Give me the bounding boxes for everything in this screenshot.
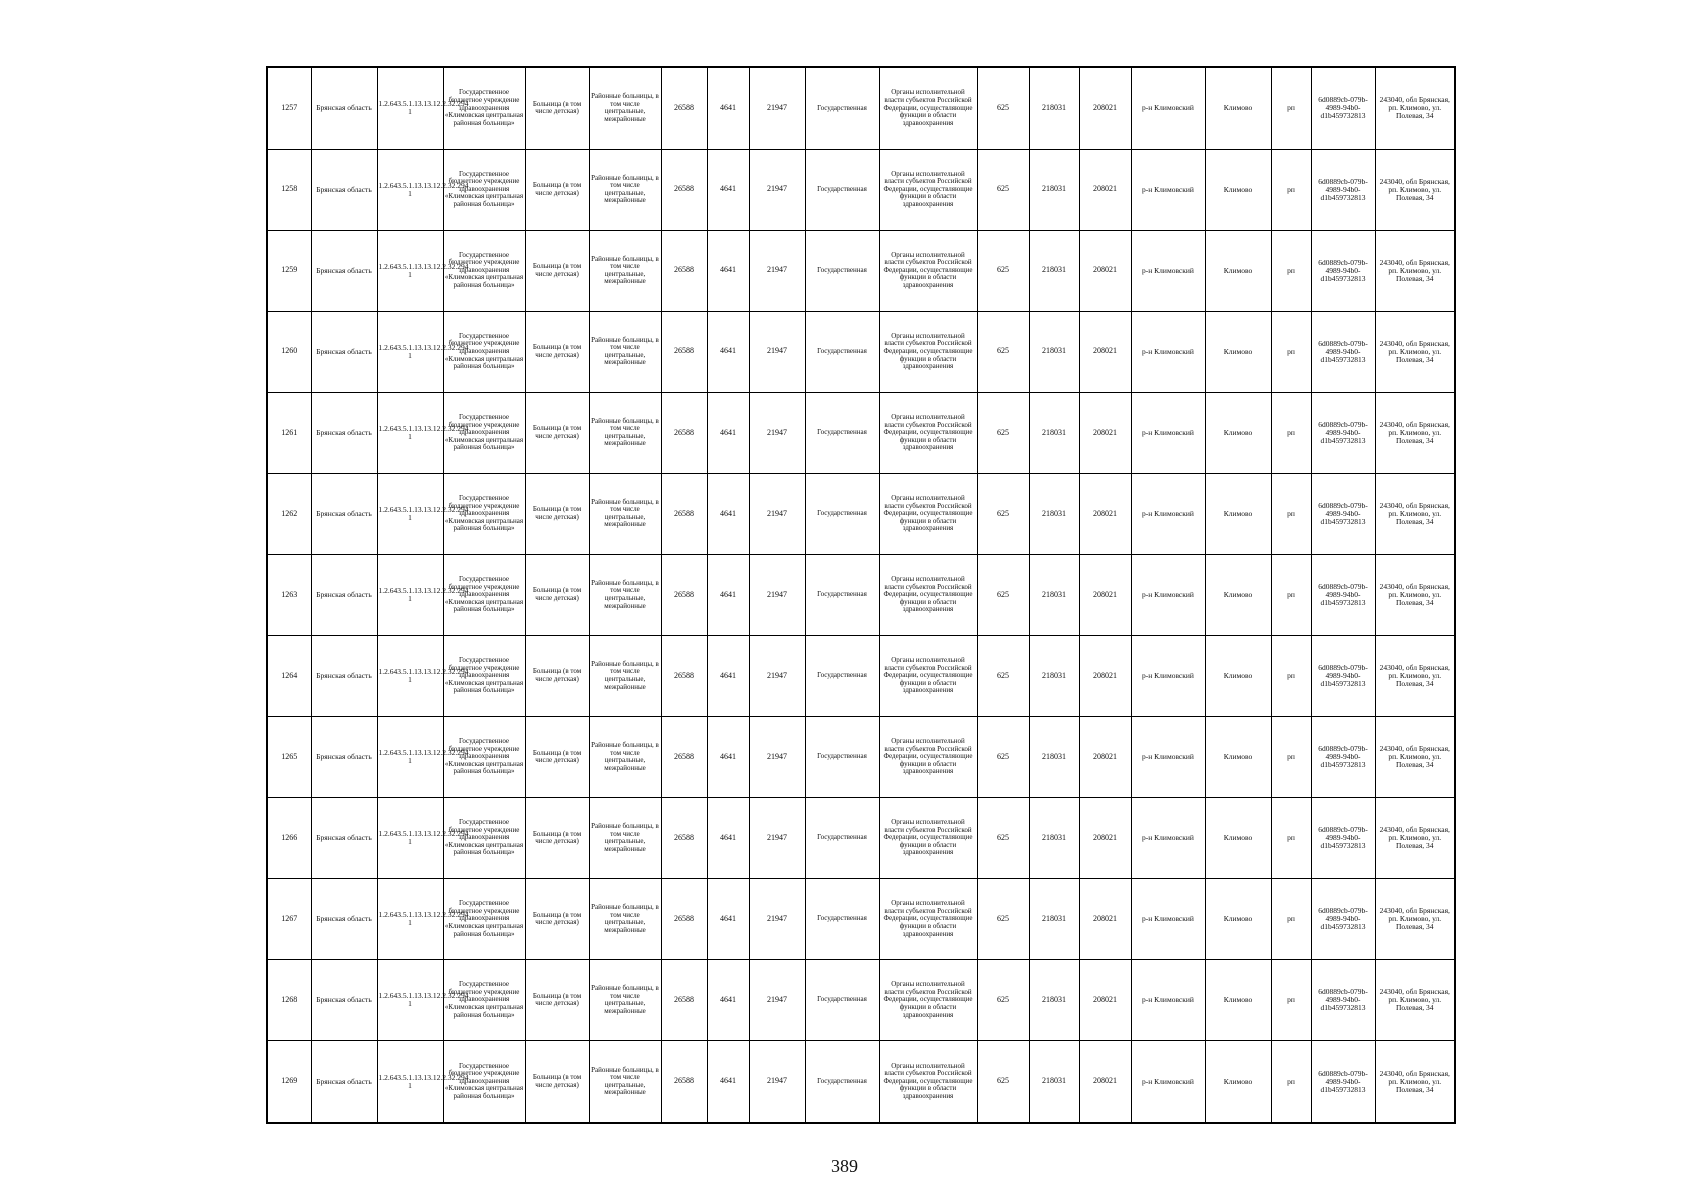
value-cell: 26588 <box>661 473 707 554</box>
profile-cell: Районные больницы, в том числе центральные, межрайонные <box>589 635 661 716</box>
value-cell: 208021 <box>1079 473 1131 554</box>
guid-cell: 6d0889cb-079b-4989-94b0-d1b459732813 <box>1311 311 1375 392</box>
value-cell: 625 <box>977 67 1029 149</box>
authority-cell: Органы исполнительной власти субъектов Российской Федерации, осуществляющие функции в области здравоохранения <box>879 67 977 149</box>
value-cell: 21947 <box>749 798 805 879</box>
settlement-cell: Климово <box>1205 554 1271 635</box>
ownership-cell: Государственная <box>805 67 879 149</box>
profile-cell: Районные больницы, в том числе центральные, межрайонные <box>589 311 661 392</box>
district-cell: р-н Климовский <box>1131 473 1205 554</box>
district-cell: р-н Климовский <box>1131 879 1205 960</box>
table-row <box>267 635 1455 716</box>
value-cell: 21947 <box>749 311 805 392</box>
table-row <box>267 879 1455 960</box>
row-number-cell: 1257 <box>267 67 311 149</box>
value-cell: 208021 <box>1079 230 1131 311</box>
authority-cell: Органы исполнительной власти субъектов Российской Федерации, осуществляющие функции в области здравоохранения <box>879 717 977 798</box>
address-cell: 243040, обл Брянская, рп. Климово, ул. Полевая, 34 <box>1375 798 1455 879</box>
address-cell: 243040, обл Брянская, рп. Климово, ул. Полевая, 34 <box>1375 149 1455 230</box>
value-cell: 26588 <box>661 879 707 960</box>
settlement-type-cell: рп <box>1271 960 1311 1041</box>
value-cell: 26588 <box>661 1041 707 1123</box>
region-cell: Брянская область <box>311 311 377 392</box>
table-row <box>267 230 1455 311</box>
value-cell: 625 <box>977 392 1029 473</box>
value-cell: 208021 <box>1079 392 1131 473</box>
settlement-type-cell: рп <box>1271 149 1311 230</box>
district-cell: р-н Климовский <box>1131 554 1205 635</box>
profile-cell: Районные больницы, в том числе центральные, межрайонные <box>589 879 661 960</box>
institution-name-cell: Государственное бюджетное учреждение здравоохранения «Климовская центральная районная больница» <box>443 960 525 1041</box>
settlement-type-cell: рп <box>1271 67 1311 149</box>
value-cell: 4641 <box>707 392 749 473</box>
settlement-type-cell: рп <box>1271 798 1311 879</box>
table-body <box>267 67 1455 1123</box>
row-number-cell: 1259 <box>267 230 311 311</box>
row-number-cell: 1268 <box>267 960 311 1041</box>
authority-cell: Органы исполнительной власти субъектов Российской Федерации, осуществляющие функции в области здравоохранения <box>879 798 977 879</box>
oid-code-cell: 1.2.643.5.1.13.13.12.2.32.294 1 <box>377 67 443 149</box>
value-cell: 4641 <box>707 1041 749 1123</box>
institution-type-cell: Больница (в том числе детская) <box>525 230 589 311</box>
institution-type-cell: Больница (в том числе детская) <box>525 67 589 149</box>
institution-type-cell: Больница (в том числе детская) <box>525 879 589 960</box>
table-row <box>267 149 1455 230</box>
row-number-cell: 1261 <box>267 392 311 473</box>
settlement-cell: Климово <box>1205 392 1271 473</box>
ownership-cell: Государственная <box>805 798 879 879</box>
value-cell: 4641 <box>707 230 749 311</box>
value-cell: 218031 <box>1029 149 1079 230</box>
authority-cell: Органы исполнительной власти субъектов Российской Федерации, осуществляющие функции в области здравоохранения <box>879 879 977 960</box>
value-cell: 218031 <box>1029 554 1079 635</box>
institution-type-cell: Больница (в том числе детская) <box>525 149 589 230</box>
row-number-cell: 1258 <box>267 149 311 230</box>
table-row <box>267 960 1455 1041</box>
value-cell: 4641 <box>707 717 749 798</box>
table-row <box>267 67 1455 149</box>
region-cell: Брянская область <box>311 798 377 879</box>
value-cell: 21947 <box>749 149 805 230</box>
institution-type-cell: Больница (в том числе детская) <box>525 1041 589 1123</box>
value-cell: 208021 <box>1079 311 1131 392</box>
value-cell: 625 <box>977 311 1029 392</box>
profile-cell: Районные больницы, в том числе центральные, межрайонные <box>589 230 661 311</box>
value-cell: 26588 <box>661 635 707 716</box>
address-cell: 243040, обл Брянская, рп. Климово, ул. Полевая, 34 <box>1375 635 1455 716</box>
value-cell: 4641 <box>707 67 749 149</box>
ownership-cell: Государственная <box>805 473 879 554</box>
region-cell: Брянская область <box>311 473 377 554</box>
guid-cell: 6d0889cb-079b-4989-94b0-d1b459732813 <box>1311 798 1375 879</box>
guid-cell: 6d0889cb-079b-4989-94b0-d1b459732813 <box>1311 960 1375 1041</box>
row-number-cell: 1262 <box>267 473 311 554</box>
authority-cell: Органы исполнительной власти субъектов Российской Федерации, осуществляющие функции в области здравоохранения <box>879 635 977 716</box>
address-cell: 243040, обл Брянская, рп. Климово, ул. Полевая, 34 <box>1375 879 1455 960</box>
region-cell: Брянская область <box>311 392 377 473</box>
institution-type-cell: Больница (в том числе детская) <box>525 473 589 554</box>
oid-code-cell: 1.2.643.5.1.13.13.12.2.32.294 1 <box>377 311 443 392</box>
value-cell: 625 <box>977 554 1029 635</box>
institution-name-cell: Государственное бюджетное учреждение здравоохранения «Климовская центральная районная больница» <box>443 392 525 473</box>
ownership-cell: Государственная <box>805 635 879 716</box>
address-cell: 243040, обл Брянская, рп. Климово, ул. Полевая, 34 <box>1375 717 1455 798</box>
value-cell: 218031 <box>1029 635 1079 716</box>
institution-name-cell: Государственное бюджетное учреждение здравоохранения «Климовская центральная районная больница» <box>443 1041 525 1123</box>
value-cell: 625 <box>977 473 1029 554</box>
value-cell: 625 <box>977 635 1029 716</box>
value-cell: 218031 <box>1029 1041 1079 1123</box>
oid-code-cell: 1.2.643.5.1.13.13.12.2.32.294 1 <box>377 798 443 879</box>
value-cell: 625 <box>977 230 1029 311</box>
region-cell: Брянская область <box>311 149 377 230</box>
table-row <box>267 798 1455 879</box>
institution-type-cell: Больница (в том числе детская) <box>525 960 589 1041</box>
region-cell: Брянская область <box>311 879 377 960</box>
settlement-cell: Климово <box>1205 717 1271 798</box>
value-cell: 218031 <box>1029 230 1079 311</box>
value-cell: 4641 <box>707 635 749 716</box>
table-row <box>267 392 1455 473</box>
profile-cell: Районные больницы, в том числе центральные, межрайонные <box>589 1041 661 1123</box>
address-cell: 243040, обл Брянская, рп. Климово, ул. Полевая, 34 <box>1375 230 1455 311</box>
ownership-cell: Государственная <box>805 311 879 392</box>
oid-code-cell: 1.2.643.5.1.13.13.12.2.32.294 1 <box>377 960 443 1041</box>
value-cell: 208021 <box>1079 149 1131 230</box>
region-cell: Брянская область <box>311 554 377 635</box>
value-cell: 21947 <box>749 67 805 149</box>
value-cell: 218031 <box>1029 392 1079 473</box>
settlement-type-cell: рп <box>1271 635 1311 716</box>
institution-name-cell: Государственное бюджетное учреждение здравоохранения «Климовская центральная районная больница» <box>443 798 525 879</box>
value-cell: 21947 <box>749 960 805 1041</box>
value-cell: 26588 <box>661 960 707 1041</box>
page-number: 389 <box>831 1156 858 1176</box>
settlement-type-cell: рп <box>1271 311 1311 392</box>
value-cell: 208021 <box>1079 717 1131 798</box>
address-cell: 243040, обл Брянская, рп. Климово, ул. Полевая, 34 <box>1375 473 1455 554</box>
district-cell: р-н Климовский <box>1131 1041 1205 1123</box>
district-cell: р-н Климовский <box>1131 392 1205 473</box>
ownership-cell: Государственная <box>805 960 879 1041</box>
profile-cell: Районные больницы, в том числе центральные, межрайонные <box>589 554 661 635</box>
guid-cell: 6d0889cb-079b-4989-94b0-d1b459732813 <box>1311 554 1375 635</box>
value-cell: 21947 <box>749 717 805 798</box>
settlement-type-cell: рп <box>1271 392 1311 473</box>
value-cell: 208021 <box>1079 879 1131 960</box>
oid-code-cell: 1.2.643.5.1.13.13.12.2.32.294 1 <box>377 554 443 635</box>
guid-cell: 6d0889cb-079b-4989-94b0-d1b459732813 <box>1311 717 1375 798</box>
oid-code-cell: 1.2.643.5.1.13.13.12.2.32.294 1 <box>377 879 443 960</box>
table-row <box>267 473 1455 554</box>
value-cell: 4641 <box>707 473 749 554</box>
value-cell: 26588 <box>661 798 707 879</box>
value-cell: 4641 <box>707 798 749 879</box>
settlement-cell: Климово <box>1205 149 1271 230</box>
value-cell: 625 <box>977 1041 1029 1123</box>
settlement-type-cell: рп <box>1271 230 1311 311</box>
region-cell: Брянская область <box>311 960 377 1041</box>
settlement-cell: Климово <box>1205 635 1271 716</box>
settlement-type-cell: рп <box>1271 717 1311 798</box>
value-cell: 208021 <box>1079 554 1131 635</box>
region-cell: Брянская область <box>311 67 377 149</box>
settlement-type-cell: рп <box>1271 1041 1311 1123</box>
institution-name-cell: Государственное бюджетное учреждение здравоохранения «Климовская центральная районная больница» <box>443 473 525 554</box>
row-number-cell: 1263 <box>267 554 311 635</box>
district-cell: р-н Климовский <box>1131 67 1205 149</box>
institution-type-cell: Больница (в том числе детская) <box>525 392 589 473</box>
value-cell: 218031 <box>1029 798 1079 879</box>
row-number-cell: 1264 <box>267 635 311 716</box>
value-cell: 21947 <box>749 554 805 635</box>
region-cell: Брянская область <box>311 230 377 311</box>
value-cell: 625 <box>977 149 1029 230</box>
oid-code-cell: 1.2.643.5.1.13.13.12.2.32.294 1 <box>377 149 443 230</box>
table-row <box>267 717 1455 798</box>
value-cell: 625 <box>977 717 1029 798</box>
institution-name-cell: Государственное бюджетное учреждение здравоохранения «Климовская центральная районная больница» <box>443 149 525 230</box>
profile-cell: Районные больницы, в том числе центральные, межрайонные <box>589 473 661 554</box>
institution-type-cell: Больница (в том числе детская) <box>525 717 589 798</box>
district-cell: р-н Климовский <box>1131 311 1205 392</box>
value-cell: 26588 <box>661 717 707 798</box>
region-cell: Брянская область <box>311 635 377 716</box>
guid-cell: 6d0889cb-079b-4989-94b0-d1b459732813 <box>1311 67 1375 149</box>
authority-cell: Органы исполнительной власти субъектов Российской Федерации, осуществляющие функции в области здравоохранения <box>879 1041 977 1123</box>
table-row <box>267 311 1455 392</box>
profile-cell: Районные больницы, в том числе центральные, межрайонные <box>589 392 661 473</box>
authority-cell: Органы исполнительной власти субъектов Российской Федерации, осуществляющие функции в области здравоохранения <box>879 554 977 635</box>
profile-cell: Районные больницы, в том числе центральные, межрайонные <box>589 960 661 1041</box>
oid-code-cell: 1.2.643.5.1.13.13.12.2.32.294 1 <box>377 392 443 473</box>
institution-name-cell: Государственное бюджетное учреждение здравоохранения «Климовская центральная районная больница» <box>443 311 525 392</box>
institution-name-cell: Государственное бюджетное учреждение здравоохранения «Климовская центральная районная больница» <box>443 717 525 798</box>
value-cell: 21947 <box>749 392 805 473</box>
value-cell: 21947 <box>749 1041 805 1123</box>
row-number-cell: 1266 <box>267 798 311 879</box>
institution-name-cell: Государственное бюджетное учреждение здравоохранения «Климовская центральная районная больница» <box>443 554 525 635</box>
settlement-cell: Климово <box>1205 311 1271 392</box>
value-cell: 26588 <box>661 392 707 473</box>
district-cell: р-н Климовский <box>1131 230 1205 311</box>
settlement-type-cell: рп <box>1271 879 1311 960</box>
profile-cell: Районные больницы, в том числе центральные, межрайонные <box>589 67 661 149</box>
value-cell: 625 <box>977 960 1029 1041</box>
guid-cell: 6d0889cb-079b-4989-94b0-d1b459732813 <box>1311 473 1375 554</box>
settlement-type-cell: рп <box>1271 554 1311 635</box>
guid-cell: 6d0889cb-079b-4989-94b0-d1b459732813 <box>1311 1041 1375 1123</box>
ownership-cell: Государственная <box>805 392 879 473</box>
address-cell: 243040, обл Брянская, рп. Климово, ул. Полевая, 34 <box>1375 1041 1455 1123</box>
institution-type-cell: Больница (в том числе детская) <box>525 311 589 392</box>
oid-code-cell: 1.2.643.5.1.13.13.12.2.32.294 1 <box>377 635 443 716</box>
settlement-cell: Климово <box>1205 473 1271 554</box>
guid-cell: 6d0889cb-079b-4989-94b0-d1b459732813 <box>1311 635 1375 716</box>
district-cell: р-н Климовский <box>1131 635 1205 716</box>
institution-name-cell: Государственное бюджетное учреждение здравоохранения «Климовская центральная районная больница» <box>443 67 525 149</box>
settlement-cell: Климово <box>1205 67 1271 149</box>
oid-code-cell: 1.2.643.5.1.13.13.12.2.32.294 1 <box>377 473 443 554</box>
value-cell: 218031 <box>1029 473 1079 554</box>
value-cell: 26588 <box>661 149 707 230</box>
value-cell: 625 <box>977 798 1029 879</box>
institution-name-cell: Государственное бюджетное учреждение здравоохранения «Климовская центральная районная больница» <box>443 230 525 311</box>
value-cell: 218031 <box>1029 311 1079 392</box>
authority-cell: Органы исполнительной власти субъектов Российской Федерации, осуществляющие функции в области здравоохранения <box>879 311 977 392</box>
value-cell: 26588 <box>661 554 707 635</box>
guid-cell: 6d0889cb-079b-4989-94b0-d1b459732813 <box>1311 392 1375 473</box>
authority-cell: Органы исполнительной власти субъектов Российской Федерации, осуществляющие функции в области здравоохранения <box>879 230 977 311</box>
oid-code-cell: 1.2.643.5.1.13.13.12.2.32.294 1 <box>377 717 443 798</box>
value-cell: 21947 <box>749 879 805 960</box>
authority-cell: Органы исполнительной власти субъектов Российской Федерации, осуществляющие функции в области здравоохранения <box>879 473 977 554</box>
value-cell: 208021 <box>1079 67 1131 149</box>
settlement-cell: Климово <box>1205 230 1271 311</box>
value-cell: 625 <box>977 879 1029 960</box>
authority-cell: Органы исполнительной власти субъектов Российской Федерации, осуществляющие функции в области здравоохранения <box>879 960 977 1041</box>
profile-cell: Районные больницы, в том числе центральные, межрайонные <box>589 798 661 879</box>
value-cell: 21947 <box>749 230 805 311</box>
value-cell: 208021 <box>1079 635 1131 716</box>
institution-name-cell: Государственное бюджетное учреждение здравоохранения «Климовская центральная районная больница» <box>443 635 525 716</box>
address-cell: 243040, обл Брянская, рп. Климово, ул. Полевая, 34 <box>1375 67 1455 149</box>
value-cell: 26588 <box>661 311 707 392</box>
institution-type-cell: Больница (в том числе детская) <box>525 798 589 879</box>
ownership-cell: Государственная <box>805 879 879 960</box>
value-cell: 26588 <box>661 230 707 311</box>
value-cell: 208021 <box>1079 798 1131 879</box>
table-row <box>267 1041 1455 1123</box>
profile-cell: Районные больницы, в том числе центральные, межрайонные <box>589 717 661 798</box>
value-cell: 4641 <box>707 960 749 1041</box>
ownership-cell: Государственная <box>805 149 879 230</box>
guid-cell: 6d0889cb-079b-4989-94b0-d1b459732813 <box>1311 149 1375 230</box>
settlement-cell: Климово <box>1205 960 1271 1041</box>
district-cell: р-н Климовский <box>1131 717 1205 798</box>
district-cell: р-н Климовский <box>1131 149 1205 230</box>
value-cell: 218031 <box>1029 67 1079 149</box>
region-cell: Брянская область <box>311 1041 377 1123</box>
address-cell: 243040, обл Брянская, рп. Климово, ул. Полевая, 34 <box>1375 392 1455 473</box>
institutions-table <box>266 66 1456 1124</box>
guid-cell: 6d0889cb-079b-4989-94b0-d1b459732813 <box>1311 230 1375 311</box>
authority-cell: Органы исполнительной власти субъектов Российской Федерации, осуществляющие функции в области здравоохранения <box>879 392 977 473</box>
ownership-cell: Государственная <box>805 554 879 635</box>
settlement-type-cell: рп <box>1271 473 1311 554</box>
oid-code-cell: 1.2.643.5.1.13.13.12.2.32.294 1 <box>377 1041 443 1123</box>
value-cell: 218031 <box>1029 960 1079 1041</box>
row-number-cell: 1265 <box>267 717 311 798</box>
settlement-cell: Климово <box>1205 798 1271 879</box>
value-cell: 208021 <box>1079 1041 1131 1123</box>
settlement-cell: Климово <box>1205 1041 1271 1123</box>
address-cell: 243040, обл Брянская, рп. Климово, ул. Полевая, 34 <box>1375 960 1455 1041</box>
value-cell: 208021 <box>1079 960 1131 1041</box>
institution-name-cell: Государственное бюджетное учреждение здравоохранения «Климовская центральная районная больница» <box>443 879 525 960</box>
row-number-cell: 1269 <box>267 1041 311 1123</box>
district-cell: р-н Климовский <box>1131 960 1205 1041</box>
value-cell: 218031 <box>1029 717 1079 798</box>
value-cell: 4641 <box>707 554 749 635</box>
value-cell: 218031 <box>1029 879 1079 960</box>
institution-type-cell: Больница (в том числе детская) <box>525 554 589 635</box>
ownership-cell: Государственная <box>805 717 879 798</box>
address-cell: 243040, обл Брянская, рп. Климово, ул. Полевая, 34 <box>1375 311 1455 392</box>
ownership-cell: Государственная <box>805 1041 879 1123</box>
region-cell: Брянская область <box>311 717 377 798</box>
row-number-cell: 1260 <box>267 311 311 392</box>
settlement-cell: Климово <box>1205 879 1271 960</box>
value-cell: 4641 <box>707 149 749 230</box>
profile-cell: Районные больницы, в том числе центральные, межрайонные <box>589 149 661 230</box>
address-cell: 243040, обл Брянская, рп. Климово, ул. Полевая, 34 <box>1375 554 1455 635</box>
district-cell: р-н Климовский <box>1131 798 1205 879</box>
ownership-cell: Государственная <box>805 230 879 311</box>
value-cell: 21947 <box>749 473 805 554</box>
value-cell: 4641 <box>707 879 749 960</box>
value-cell: 4641 <box>707 311 749 392</box>
oid-code-cell: 1.2.643.5.1.13.13.12.2.32.294 1 <box>377 230 443 311</box>
table-row <box>267 554 1455 635</box>
institution-type-cell: Больница (в том числе детская) <box>525 635 589 716</box>
authority-cell: Органы исполнительной власти субъектов Российской Федерации, осуществляющие функции в области здравоохранения <box>879 149 977 230</box>
value-cell: 21947 <box>749 635 805 716</box>
guid-cell: 6d0889cb-079b-4989-94b0-d1b459732813 <box>1311 879 1375 960</box>
value-cell: 26588 <box>661 67 707 149</box>
row-number-cell: 1267 <box>267 879 311 960</box>
